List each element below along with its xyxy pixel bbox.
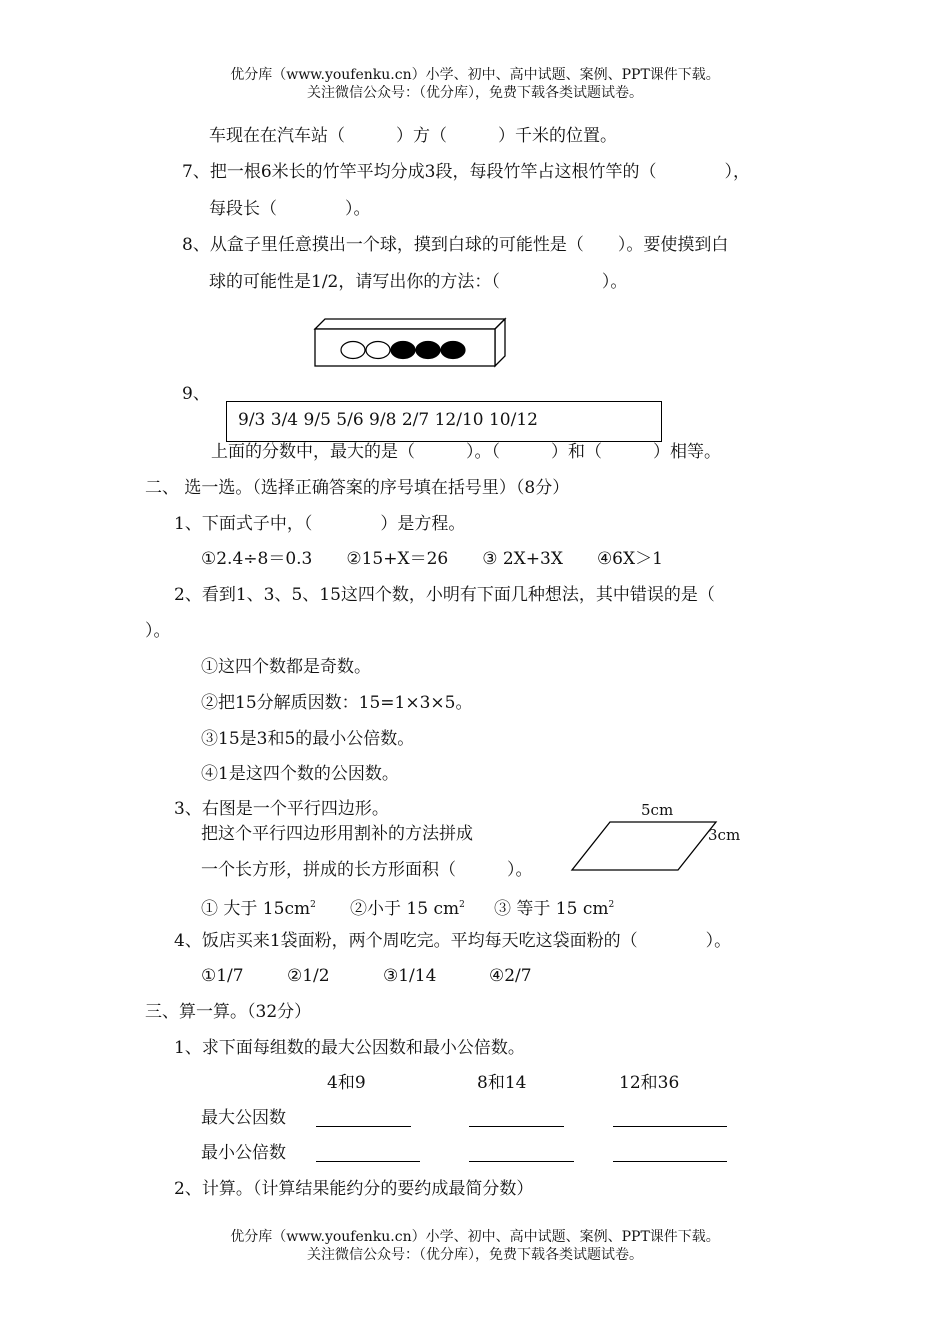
q6-continuation: 车现在在汽车站（ ）方（ ）千米的位置。	[209, 126, 617, 146]
group-3-label: 12和36	[619, 1073, 680, 1093]
option-text: ②小于 15 cm	[350, 899, 460, 919]
superscript: 2	[459, 900, 465, 910]
p2-q3-option-2	[350, 895, 465, 919]
p2-q2-option-3: ③15是3和5的最小公倍数。	[201, 729, 415, 749]
section-2-title: 二、 选一选。（选择正确答案的序号填在括号里）（8分）	[145, 478, 570, 498]
p2-q4-option-2: ②1/2	[287, 966, 330, 986]
lcm-answer-line-2[interactable]	[469, 1161, 574, 1162]
p3-q1: 1、求下面每组数的最大公因数和最小公倍数。	[174, 1038, 525, 1058]
p2-q1-options: ①2.4÷8＝0.3 ②15+X＝26 ③ 2X+3X ④6X＞1	[201, 549, 663, 569]
lcm-answer-line-1[interactable]	[316, 1161, 420, 1162]
p2-q4-option-3: ③1/14	[383, 966, 437, 986]
q8-line-1: 8、从盒子里任意摸出一个球，摸到白球的可能性是（ ）。要使摸到白	[182, 235, 729, 255]
white-ball	[341, 342, 365, 359]
box-top	[315, 319, 505, 329]
p2-q2-line-1: 2、看到1、3、5、15这四个数，小明有下面几种想法，其中错误的是（	[174, 585, 715, 605]
p2-q2-line-2: ）。	[145, 621, 171, 641]
q9-question: 上面的分数中，最大的是（ ）。（ ）和（ ）相等。	[211, 442, 721, 462]
gcd-label: 最大公因数	[201, 1108, 286, 1128]
lcm-answer-line-3[interactable]	[613, 1161, 727, 1162]
fraction-list: 9/3 3/4 9/5 5/6 9/8 2/7 12/10 10/12	[238, 410, 538, 430]
p2-q1: 1、下面式子中，（ ）是方程。	[174, 514, 466, 534]
gcd-answer-line-1[interactable]	[316, 1126, 411, 1127]
p2-q3-line-1: 3、右图是一个平行四边形。	[174, 799, 389, 819]
option-text: ③ 等于 15 cm	[494, 899, 609, 919]
p2-q3-line-2: 把这个平行四边形用割补的方法拼成	[201, 824, 473, 844]
header-line-1: 优分库（www.youfenku.cn）小学、初中、高中试题、案例、PPT课件下载。	[230, 67, 720, 83]
p2-q3-option-1	[201, 895, 316, 919]
p3-q2: 2、计算。（计算结果能约分的要约成最简分数）	[174, 1179, 534, 1199]
parallelogram-top-label: 5cm	[641, 801, 674, 819]
group-1-label: 4和9	[327, 1073, 366, 1093]
q8-line-2: 球的可能性是1/2，请写出你的方法：（ ）。	[209, 272, 628, 292]
option-text: ① 大于 15cm	[201, 899, 311, 919]
ball-box-figure	[310, 314, 510, 370]
footer-line-2: 关注微信公众号：（优分库），免费下载各类试题试卷。	[307, 1247, 643, 1263]
p2-q4-option-4: ④2/7	[489, 966, 532, 986]
footer-line-1: 优分库（www.youfenku.cn）小学、初中、高中试题、案例、PPT课件下载。	[230, 1229, 720, 1245]
q7-line-2: 每段长（ ）。	[209, 199, 371, 219]
gcd-answer-line-2[interactable]	[469, 1126, 564, 1127]
white-ball	[366, 342, 390, 359]
parallelogram-figure	[570, 818, 720, 874]
black-ball	[391, 342, 415, 359]
superscript: 2	[310, 900, 316, 910]
black-ball	[441, 342, 465, 359]
parallelogram-side-label: 3cm	[708, 826, 741, 844]
parallelogram-shape	[572, 822, 716, 870]
p2-q4: 4、饭店买来1袋面粉，两个周吃完。平均每天吃这袋面粉的（ ）。	[174, 931, 732, 951]
fraction-box	[226, 401, 662, 442]
q7-line-1: 7、把一根6米长的竹竿平均分成3段，每段竹竿占这根竹竿的（ ），	[182, 162, 750, 182]
section-3-title: 三、算一算。（32分）	[145, 1002, 312, 1022]
p2-q4-option-1: ①1/7	[201, 966, 244, 986]
p2-q2-option-2: ②把15分解质因数：15=1×3×5。	[201, 693, 473, 713]
lcm-label: 最小公倍数	[201, 1143, 286, 1163]
group-2-label: 8和14	[477, 1073, 527, 1093]
superscript: 2	[608, 900, 615, 910]
header-line-2: 关注微信公众号：（优分库），免费下载各类试题试卷。	[307, 85, 643, 101]
gcd-answer-line-3[interactable]	[613, 1126, 727, 1127]
black-ball	[416, 342, 440, 359]
p2-q2-option-4: ④1是这四个数的公因数。	[201, 764, 399, 784]
p2-q3-option-3	[494, 895, 614, 919]
p2-q2-option-1: ①这四个数都是奇数。	[201, 657, 371, 677]
p2-q3-line-3: 一个长方形，拼成的长方形面积（ ）。	[201, 860, 533, 880]
q9-number: 9、	[182, 384, 210, 404]
